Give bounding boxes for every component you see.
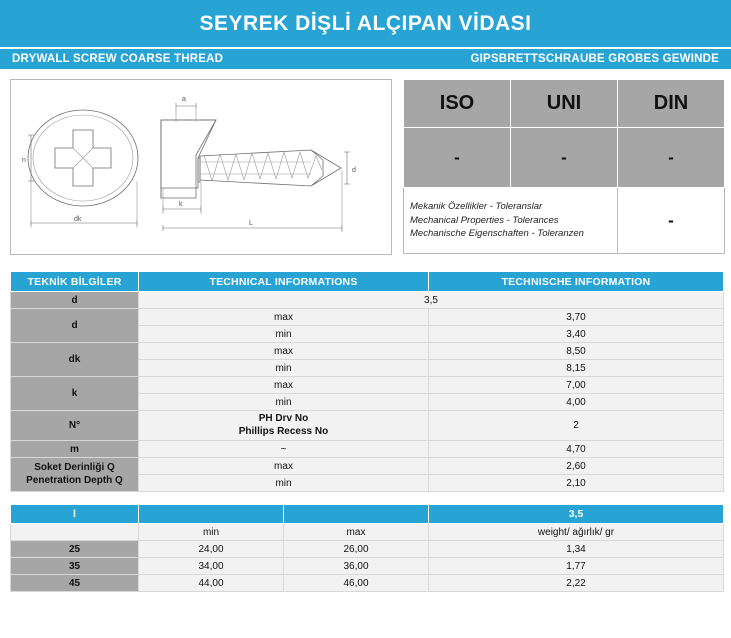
length-weight: 1,34 xyxy=(429,541,724,558)
table-row xyxy=(11,541,724,558)
subheader-left: DRYWALL SCREW COARSE THREAD xyxy=(12,53,224,65)
length-min: 34,00 xyxy=(139,558,284,575)
screw-drawing-svg xyxy=(11,80,391,254)
row-qualifier-min: min xyxy=(139,394,429,411)
row-qualifier-phillips xyxy=(139,411,429,441)
subheader-right: GIPSBRETTSCHRAUBE GROBES GEWINDE xyxy=(470,53,719,65)
length-max: 36,00 xyxy=(284,558,429,575)
row-qualifier-max: max xyxy=(139,309,429,326)
drawing-and-standards xyxy=(0,69,731,255)
properties-line-de: Mechanische Eigenschaften - Toleranzen xyxy=(410,228,584,240)
label-a: a xyxy=(182,96,186,103)
properties-line-en: Mechanical Properties - Tolerances xyxy=(410,214,559,226)
table-row xyxy=(11,309,724,326)
table-row xyxy=(11,558,724,575)
tech-header-tr: TEKNİK BİLGİLER xyxy=(11,272,139,292)
length-min: 24,00 xyxy=(139,541,284,558)
length-max: 26,00 xyxy=(284,541,429,558)
row-value-q-min: 2,10 xyxy=(429,475,724,492)
row-value-d-min: 3,40 xyxy=(429,326,724,343)
row-qualifier-min: min xyxy=(139,326,429,343)
tech-header-en: TECHNICAL INFORMATIONS xyxy=(139,272,429,292)
phillips-line-1: PH Drv No xyxy=(258,413,309,424)
penetration-line-tr: Soket Derinliği Q xyxy=(34,462,115,473)
row-value-k-min: 4,00 xyxy=(429,394,724,411)
table-row xyxy=(11,458,724,475)
row-value-dk-max: 8,50 xyxy=(429,343,724,360)
properties-line-tr: Mekanik Özellikler - Toleranslar xyxy=(410,200,543,212)
row-label-k: k xyxy=(11,377,139,411)
standards-value-row xyxy=(404,128,725,188)
label-k: k xyxy=(179,201,183,208)
length-weight: 1,77 xyxy=(429,558,724,575)
row-value-d-max: 3,70 xyxy=(429,309,724,326)
length-header-blank-2 xyxy=(284,505,429,524)
standard-value-iso: - xyxy=(404,128,511,188)
row-qualifier-max: max xyxy=(139,377,429,394)
table-row xyxy=(11,411,724,441)
label-d: d xyxy=(352,167,356,174)
technical-table-header xyxy=(11,272,724,292)
length-header-diameter: 3,5 xyxy=(429,505,724,524)
length-max: 46,00 xyxy=(284,575,429,592)
row-qualifier-max: max xyxy=(139,343,429,360)
row-value-no: 2 xyxy=(429,411,724,441)
row-label-no: N° xyxy=(11,411,139,441)
row-label-m: m xyxy=(11,441,139,458)
row-qualifier-min: min xyxy=(139,360,429,377)
length-table-wrap xyxy=(0,492,731,592)
row-label-penetration-depth xyxy=(11,458,139,492)
length-min: 44,00 xyxy=(139,575,284,592)
row-qualifier-max: max xyxy=(139,458,429,475)
length-subheader-blank xyxy=(11,524,139,541)
row-value-q-max: 2,60 xyxy=(429,458,724,475)
length-header-blank-1 xyxy=(139,505,284,524)
row-qualifier-tilde: ~ xyxy=(139,441,429,458)
tech-header-de: TECHNISCHE INFORMATION xyxy=(429,272,724,292)
length-subheader-row xyxy=(11,524,724,541)
length-subheader-min: min xyxy=(139,524,284,541)
label-dk: dk xyxy=(74,216,82,223)
length-value: 45 xyxy=(11,575,139,592)
table-row xyxy=(11,292,724,309)
technical-table xyxy=(10,271,724,492)
row-value-d-top: 3,5 xyxy=(139,292,724,309)
standard-header-din: DIN xyxy=(618,80,725,128)
row-label-d-top: d xyxy=(11,292,139,309)
page-header xyxy=(0,0,731,47)
table-row xyxy=(11,343,724,360)
length-subheader-max: max xyxy=(284,524,429,541)
standards-table xyxy=(403,79,725,254)
standard-header-uni: UNI xyxy=(511,80,618,128)
technical-drawing xyxy=(10,79,392,255)
label-l: L xyxy=(249,220,253,227)
length-subheader-weight: weight/ ağırlık/ gr xyxy=(429,524,724,541)
technical-table-wrap xyxy=(0,255,731,492)
length-header-l: l xyxy=(11,505,139,524)
standards-table-wrap xyxy=(403,79,725,255)
mechanical-properties-cell xyxy=(404,188,618,254)
length-value: 25 xyxy=(11,541,139,558)
table-row xyxy=(11,441,724,458)
standard-value-din: - xyxy=(618,128,725,188)
table-row xyxy=(11,377,724,394)
row-value-m: 4,70 xyxy=(429,441,724,458)
page-subheader xyxy=(0,47,731,69)
row-value-k-max: 7,00 xyxy=(429,377,724,394)
label-n: n xyxy=(22,157,26,164)
penetration-line-en: Penetration Depth Q xyxy=(26,474,123,486)
phillips-line-2: Phillips Recess No xyxy=(238,425,329,437)
row-label-dk: dk xyxy=(11,343,139,377)
standards-properties-row xyxy=(404,188,725,254)
table-row xyxy=(11,575,724,592)
standards-header-row xyxy=(404,80,725,128)
row-value-dk-min: 8,15 xyxy=(429,360,724,377)
standard-header-iso: ISO xyxy=(404,80,511,128)
length-table-header xyxy=(11,505,724,524)
page-title: SEYREK DİŞLİ ALÇIPAN VİDASI xyxy=(199,11,532,35)
row-qualifier-min: min xyxy=(139,475,429,492)
length-table xyxy=(10,504,724,592)
length-value: 35 xyxy=(11,558,139,575)
standard-value-uni: - xyxy=(511,128,618,188)
length-weight: 2,22 xyxy=(429,575,724,592)
mechanical-properties-value: - xyxy=(618,188,725,254)
row-label-d: d xyxy=(11,309,139,343)
